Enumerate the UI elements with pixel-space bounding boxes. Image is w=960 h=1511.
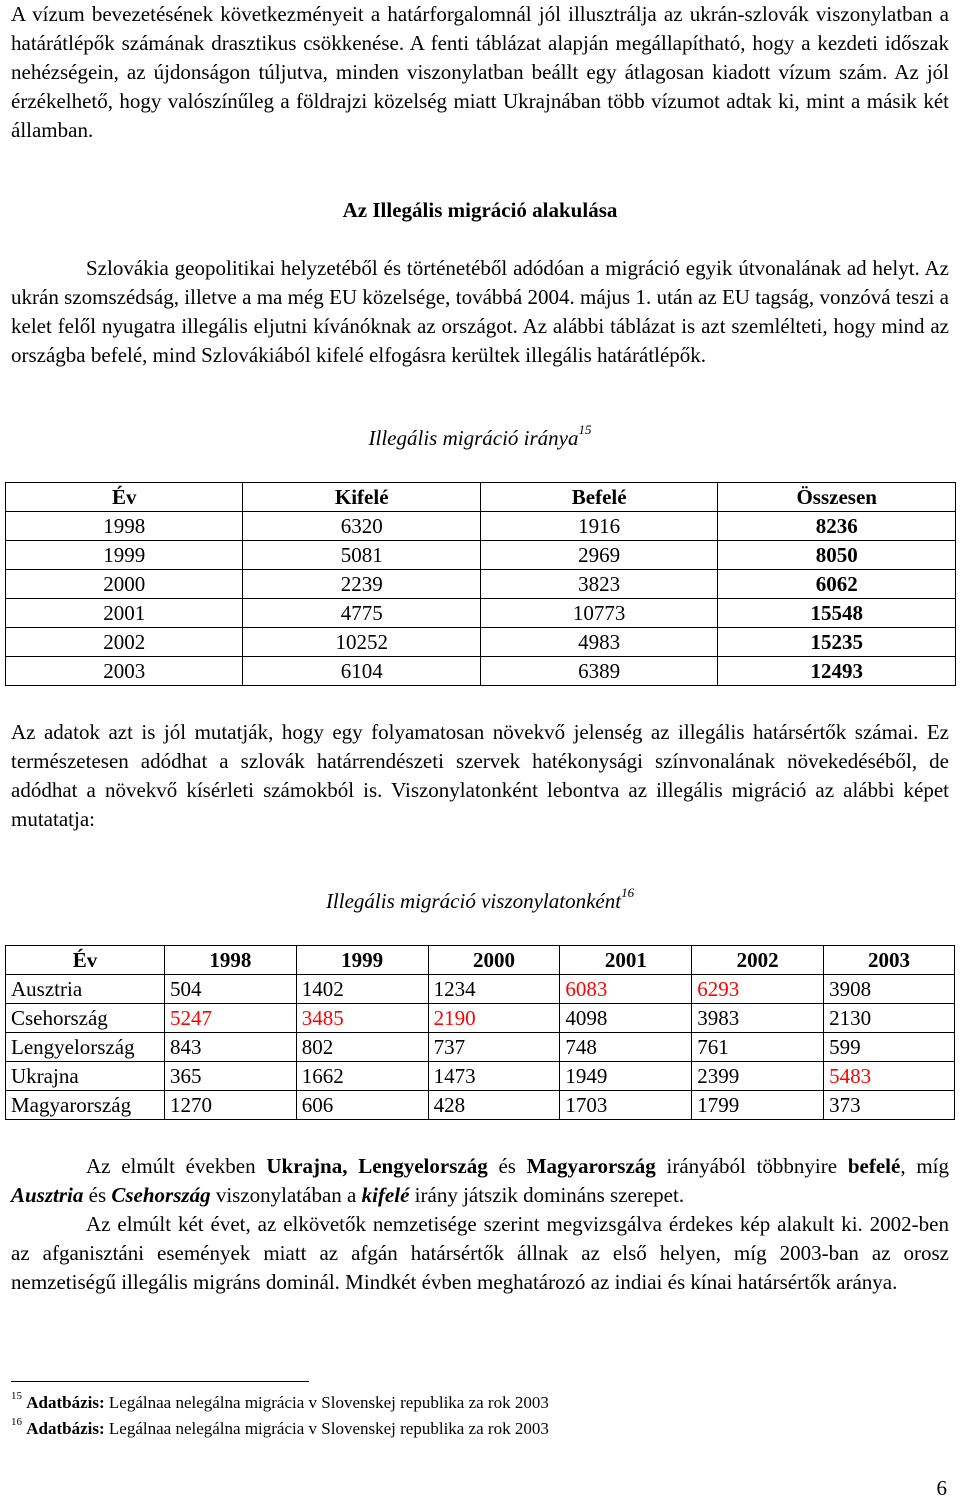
table-cell: 1703 [560,1091,692,1120]
footnote-label: Adatbázis: [26,1393,105,1412]
table-cell: 5081 [243,541,480,570]
table-cell: 6083 [560,975,692,1004]
table-cell: 6293 [692,975,824,1004]
table-cell: 3823 [480,570,717,599]
table-header-row [6,946,955,975]
conclusion-paragraph-2: Az elmúlt két évet, az elkövetők nemzetisége szerint megvizsgálva érdekes kép alakult ki. 2002-ben az afganisztáni események miatt az afgán határsértők állnak az első helyen, míg 2003-ban az orosz nemzetiségű illegális migráns dominál. Mindkét évben meghatározó az indiai és kínai határsértők aránya. [11,1212,949,1294]
conclusion-text: irány játszik domináns szerepet. [409,1183,685,1207]
table-cell: 4098 [560,1004,692,1033]
table-cell-country: Ausztria [6,975,165,1004]
table-cell: 1234 [428,975,560,1004]
table1-caption-text: Illegális migráció iránya [368,426,579,450]
footnote-text: Legálnaa nelegálna migrácia v Slovenskej republika za rok 2003 [104,1393,549,1412]
table-cell: 2002 [6,628,243,657]
table-header-cell: 1999 [296,946,428,975]
table-row [6,975,955,1004]
table-cell: 2399 [692,1062,824,1091]
table-cell-total: 12493 [718,657,956,686]
footnote-16 [11,1418,549,1440]
table-header-row [6,483,956,512]
table-cell-total: 15235 [718,628,956,657]
table-cell-total: 15548 [718,599,956,628]
table2-caption [0,887,960,916]
table-row [6,1062,955,1091]
table-cell: 365 [164,1062,296,1091]
table-row [6,599,956,628]
table-cell: 2000 [6,570,243,599]
table-cell: 843 [164,1033,296,1062]
conclusion-text: irányából többnyire [655,1154,848,1178]
table-cell-country: Csehország [6,1004,165,1033]
table-cell: 1473 [428,1062,560,1091]
footnote-divider [11,1381,309,1382]
table-cell: 6320 [243,512,480,541]
conclusion-bold-direction: befelé [847,1154,901,1178]
table-cell: 1402 [296,975,428,1004]
table-cell: 599 [824,1033,955,1062]
table-cell: 1949 [560,1062,692,1091]
conclusion-bold-italic-country: Ausztria [11,1183,84,1207]
footnote-text: Legálnaa nelegálna migrácia v Slovenskej republika za rok 2003 [104,1419,549,1438]
table-cell-country: Magyarország [6,1091,165,1120]
conclusion-text: és [487,1154,527,1178]
section-paragraph: Szlovákia geopolitikai helyzetéből és történetéből adódóan a migráció egyik útvonalának ad helyt. Az ukrán szomszédság, illetve a ma még EU közelsége, továbbá 2004. május 1. után az EU tagság, vonzóvá teszi a kelet felől nyugatra illegális eljutni kívánóknak az országot. Az alábbi táblázat is azt szemlélteti, hogy mind az országba befelé, mind Szlovákiából kifelé elfogásra kerültek illegális határátlépők. [11,256,949,367]
table-header-cell: 2002 [692,946,824,975]
table-cell: 5247 [164,1004,296,1033]
table-cell: 373 [824,1091,955,1120]
table-header-cell: Befelé [480,483,717,512]
table-row [6,657,956,686]
table-cell: 5483 [824,1062,955,1091]
table1-caption-footnote-ref: 15 [578,422,592,437]
table-header-cell: 2000 [428,946,560,975]
table-cell: 6389 [480,657,717,686]
table-cell: 1270 [164,1091,296,1120]
conclusion-bold-italic-country: Csehország [111,1183,211,1207]
table-cell-total: 6062 [718,570,956,599]
table-header-cell: 2003 [824,946,955,975]
conclusion-text: Az elmúlt években [86,1154,267,1178]
table-cell: 428 [428,1091,560,1120]
conclusion-bold-country: Magyarország [526,1154,656,1178]
intro-paragraph: A vízum bevezetésének következményeit a határforgalomnál jól illusztrálja az ukrán-szlovák viszonylatban a határátlépők számának drasztikus csökkenése. A fenti táblázat alapján megállapítható, hogy a kezdeti időszak nehézségein, az újdonságon túljutva, minden viszonylatban beállt egy átlagosan kiadott vízum szám. Az jól érzékelhető, hogy valószínűleg a földrajzi közelség miatt Ukrajnában több vízumot adtak ki, mint a másik két államban. [11,2,949,142]
table-row [6,1004,955,1033]
conclusion-text: viszonylatában a [210,1183,362,1207]
table-cell: 802 [296,1033,428,1062]
illegal-migration-direction-table [5,482,956,686]
table-cell: 6104 [243,657,480,686]
illegal-migration-by-country-table [5,945,955,1120]
footnote-number: 16 [11,1416,22,1429]
table-cell: 3485 [296,1004,428,1033]
table-row [6,628,956,657]
table-cell: 761 [692,1033,824,1062]
conclusion-paragraph-1 [11,1152,949,1210]
table-cell-total: 8050 [718,541,956,570]
table-header-cell: Év [6,483,243,512]
table-cell: 3908 [824,975,955,1004]
table-cell: 1998 [6,512,243,541]
table-header-cell: 2001 [560,946,692,975]
table-cell: 3983 [692,1004,824,1033]
table-header-cell: Összesen [718,483,956,512]
table-cell: 1999 [6,541,243,570]
table-cell-total: 8236 [718,512,956,541]
table-row [6,1033,955,1062]
section-heading: Az Illegális migráció alakulása [342,198,618,222]
table-cell: 737 [428,1033,560,1062]
table1-caption [0,424,960,453]
conclusion-text: , míg [900,1154,949,1178]
table2-caption-text: Illegális migráció viszonylatonként [325,889,622,913]
table-cell: 1662 [296,1062,428,1091]
page-number: 6 [936,1476,947,1500]
table-cell: 2130 [824,1004,955,1033]
table-cell: 1916 [480,512,717,541]
table-header-cell: 1998 [164,946,296,975]
conclusion-text: és [83,1183,112,1207]
table-cell: 10252 [243,628,480,657]
table-cell: 2969 [480,541,717,570]
table-cell: 504 [164,975,296,1004]
table-row [6,541,956,570]
conclusion-bold-italic-direction: kifelé [361,1183,410,1207]
table-cell: 1799 [692,1091,824,1120]
table-cell: 2001 [6,599,243,628]
footnote-label: Adatbázis: [26,1419,105,1438]
table-cell: 606 [296,1091,428,1120]
table2-body [6,975,955,1120]
table-cell: 2239 [243,570,480,599]
table-cell: 748 [560,1033,692,1062]
table-row [6,1091,955,1120]
conclusion-bold-countries: Ukrajna, Lengyelország [266,1154,488,1178]
table-row [6,512,956,541]
table-row [6,570,956,599]
table-cell: 2003 [6,657,243,686]
table-cell-country: Lengyelország [6,1033,165,1062]
table-cell: 10773 [480,599,717,628]
footnote-number: 15 [11,1390,22,1403]
table2-caption-footnote-ref: 16 [621,885,635,900]
table-header-cell: Kifelé [243,483,480,512]
footnote-15 [11,1392,549,1414]
table-cell-country: Ukrajna [6,1062,165,1091]
middle-paragraph: Az adatok azt is jól mutatják, hogy egy folyamatosan növekvő jelenség az illegális határsértők számai. Ez természetesen adódhat a szlovák határrendészeti szervek hatékonysági színvonalának növekedéséből, de adódhat a növekvő kísérleti számokból is. Viszonylatonként lebontva az illegális migráció az alábbi képet mutatatja: [11,720,949,831]
table-cell: 4775 [243,599,480,628]
table-cell: 4983 [480,628,717,657]
table-header-cell: Év [6,946,165,975]
table-cell: 2190 [428,1004,560,1033]
